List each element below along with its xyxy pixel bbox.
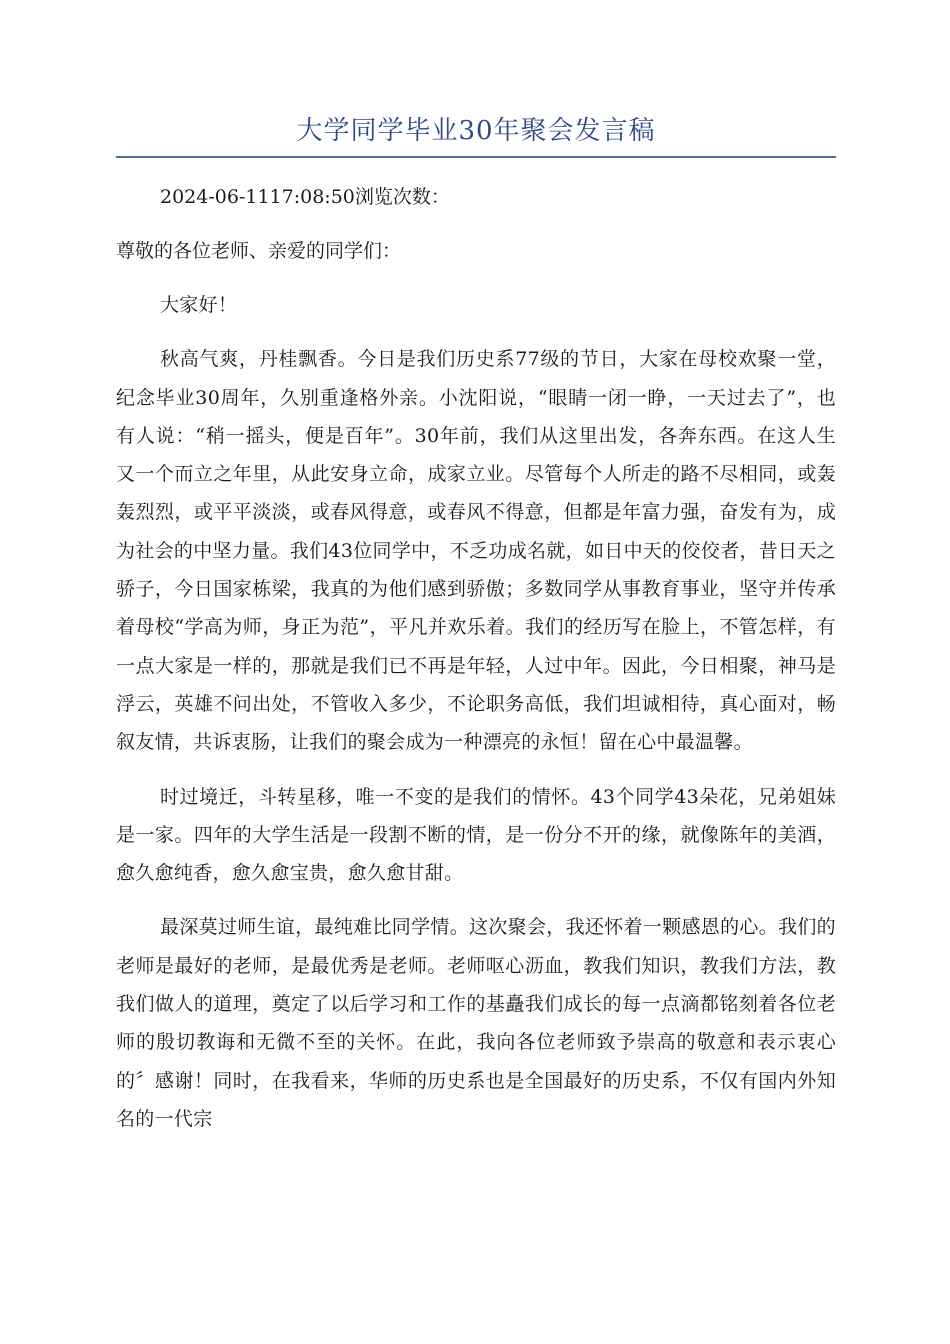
title-block [116,110,836,158]
publish-meta: 2024-06-1117:08:50浏览次数： [160,186,450,208]
salutation: 尊敬的各位老师、亲爱的同学们： [116,240,402,262]
greeting: 大家好！ [160,294,238,316]
document-body [116,110,836,1138]
paragraph-3: 最深莫过师生谊，最纯难比同学情。这次聚会，我还怀着一颗感恩的心。我们的老师是最好的老师，是最优秀是老师。老师呕心沥血，教我们知识，教我们方法，教我们做人的道理，奠定了以后学习和工作的基矗我们成长的每一点滴都铭刻着各位老师的殷切教诲和无微不至的关怀。在此，我向各位老师致予崇高的敬意和表示衷心的〞感谢！同时，在我看来，华师的历史系也是全国最好的历史系，不仅有国内外知名的一代宗 [116,916,836,1130]
paragraph-1: 秋高气爽，丹桂飘香。今日是我们历史系77级的节日，大家在母校欢聚一堂，纪念毕业30周年，久别重逢格外亲。小沈阳说，“眼睛一闭一睁，一天过去了”，也有人说：“稍一摇头，便是百年”。30年前，我们从这里出发，各奔东西。在这人生又一个而立之年里，从此安身立命，成家立业。尽管每个人所走的路不尽相同，或轰轰烈烈，或平平淡淡，或春风得意，或春风不得意，但都是年富力强，奋发有为，成为社会的中坚力量。我们43位同学中，不乏功成名就，如日中天的佼佼者，昔日天之骄子，今日国家栋梁，我真的为他们感到骄傲；多数同学从事教育事业，坚守并传承着母校“学高为师，身正为范”，平凡并欢乐着。我们的经历写在脸上，不管怎样，有一点大家是一样的，那就是我们已不再是年轻，人过中年。因此，今日相聚，神马是浮云，英雄不问出处，不管收入多少，不论职务高低，我们坦诚相待，真心面对，畅叙友情，共诉衷肠，让我们的聚会成为一种漂亮的永恒！留在心中最温馨。 [116,348,836,754]
paragraph-2: 时过境迁，斗转星移，唯一不变的是我们的情怀。43个同学43朵花，兄弟姐妹是一家。四年的大学生活是一段割不断的情，是一份分不开的缘，就像陈年的美酒，愈久愈纯香，愈久愈宝贵，愈久愈甘甜。 [116,785,836,885]
document-title: 大学同学毕业30年聚会发言稿 [296,116,656,146]
